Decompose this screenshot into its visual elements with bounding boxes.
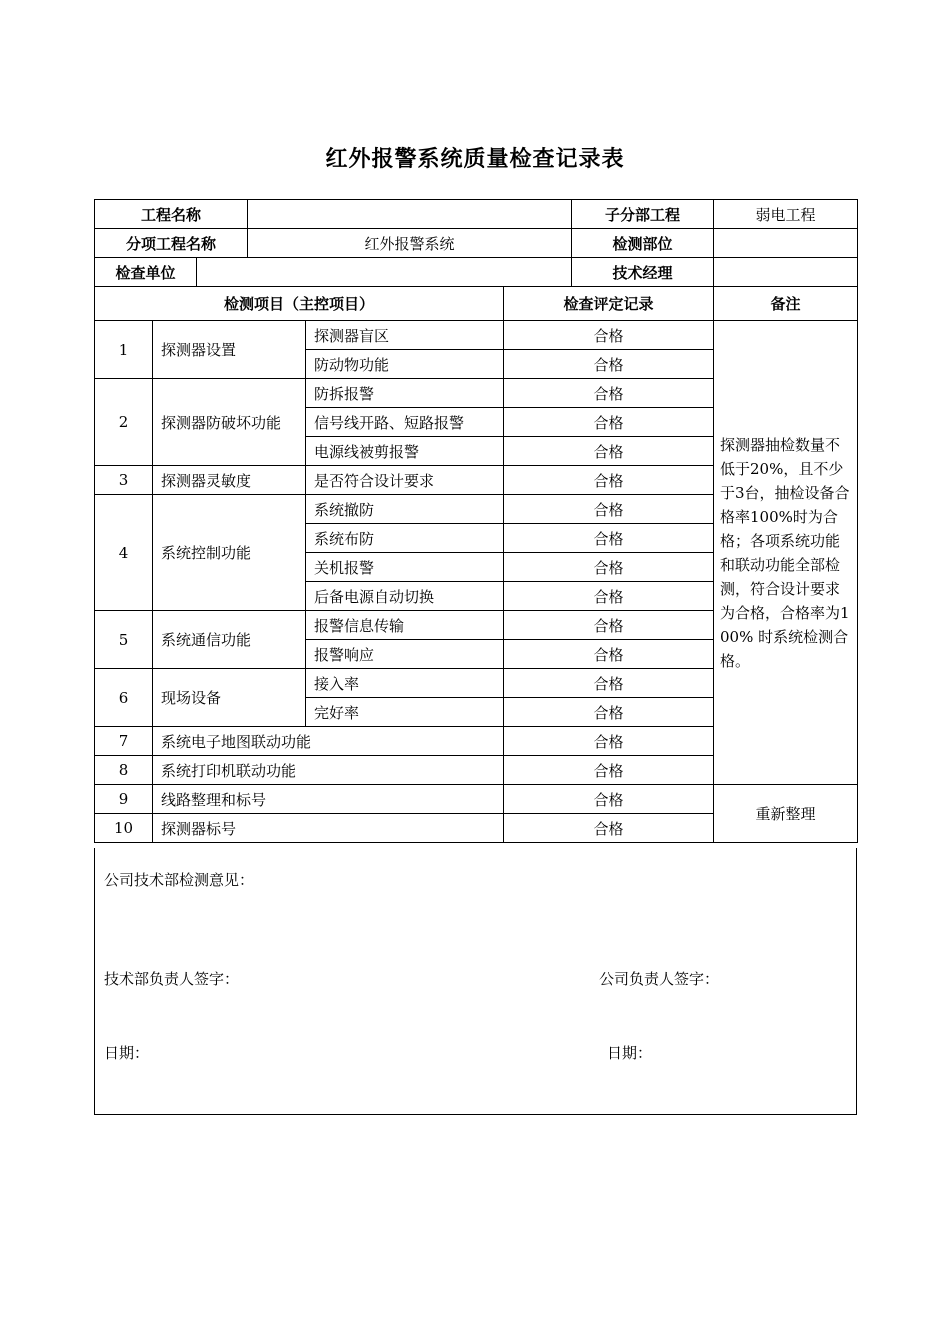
row-number: 9: [95, 785, 153, 814]
row-number: 4: [95, 495, 153, 611]
result-cell[interactable]: 合格: [504, 524, 714, 553]
sub-item-name: 防动物功能: [306, 350, 504, 379]
item-project-label: 分项工程名称: [95, 229, 248, 258]
result-cell[interactable]: 合格: [504, 379, 714, 408]
row-number: 5: [95, 611, 153, 669]
row-number: 6: [95, 669, 153, 727]
item-name: 系统电子地图联动功能: [153, 727, 504, 756]
item-name: 探测器灵敏度: [153, 466, 306, 495]
result-cell[interactable]: 合格: [504, 495, 714, 524]
note-reorg: 重新整理: [714, 785, 858, 843]
result-cell[interactable]: 合格: [504, 669, 714, 698]
sub-item-name: 信号线开路、短路报警: [306, 408, 504, 437]
project-name-field[interactable]: [248, 200, 572, 229]
header-table-row1: [94, 199, 858, 258]
result-cell[interactable]: 合格: [504, 698, 714, 727]
tech-manager-label: 技术经理: [572, 258, 714, 287]
item-name: 线路整理和标号: [153, 785, 504, 814]
inspect-unit-field[interactable]: [197, 258, 572, 287]
detect-part-label: 检测部位: [572, 229, 714, 258]
item-name: 系统控制功能: [153, 495, 306, 611]
inspect-unit-label: 检查单位: [95, 258, 197, 287]
result-cell[interactable]: 合格: [504, 408, 714, 437]
result-cell[interactable]: 合格: [504, 466, 714, 495]
sub-item-name: 关机报警: [306, 553, 504, 582]
row-number: 7: [95, 727, 153, 756]
result-cell[interactable]: 合格: [504, 640, 714, 669]
item-name: 系统打印机联动功能: [153, 756, 504, 785]
result-cell[interactable]: 合格: [504, 582, 714, 611]
row-number: 8: [95, 756, 153, 785]
table-row: [95, 785, 858, 814]
header-table-row3: [94, 257, 858, 287]
note-main: 探测器抽检数量不低于20%，且不少于3台，抽检设备合格率100%时为合格；各项系统功能和联动功能全部检测，符合设计要求为合格，合格率为100% 时系统检测合格。: [714, 321, 858, 785]
row-number: 2: [95, 379, 153, 466]
sub-project-field[interactable]: 弱电工程: [714, 200, 858, 229]
sub-item-name: 后备电源自动切换: [306, 582, 504, 611]
sub-item-name: 系统布防: [306, 524, 504, 553]
item-name: 探测器设置: [153, 321, 306, 379]
opinion-label: 公司技术部检测意见：: [104, 871, 255, 889]
result-cell[interactable]: 合格: [504, 553, 714, 582]
tech-sign-label: 技术部负责人签字：: [104, 970, 240, 988]
row-number: 3: [95, 466, 153, 495]
tech-manager-field[interactable]: [714, 258, 858, 287]
result-cell[interactable]: 合格: [504, 321, 714, 350]
sub-item-name: 是否符合设计要求: [306, 466, 504, 495]
row-number: 10: [95, 814, 153, 843]
page-title: 红外报警系统质量检查记录表: [325, 147, 625, 172]
sub-project-label: 子分部工程: [572, 200, 714, 229]
sub-item-name: 完好率: [306, 698, 504, 727]
footer-section: [94, 848, 857, 1115]
column-header-record: 检查评定记录: [504, 287, 714, 321]
column-header-note: 备注: [714, 287, 858, 321]
sub-item-name: 报警响应: [306, 640, 504, 669]
inspection-table: [94, 286, 858, 843]
item-name: 探测器标号: [153, 814, 504, 843]
item-name: 现场设备: [153, 669, 306, 727]
result-cell[interactable]: 合格: [504, 814, 714, 843]
result-cell[interactable]: 合格: [504, 350, 714, 379]
sub-item-name: 系统撤防: [306, 495, 504, 524]
result-cell[interactable]: 合格: [504, 727, 714, 756]
sub-item-name: 电源线被剪报警: [306, 437, 504, 466]
company-sign-label: 公司负责人签字：: [599, 970, 720, 988]
item-project-field[interactable]: 红外报警系统: [248, 229, 572, 258]
result-cell[interactable]: 合格: [504, 437, 714, 466]
sub-item-name: 接入率: [306, 669, 504, 698]
date-left-label: 日期：: [104, 1044, 150, 1062]
date-right-label: 日期：: [607, 1044, 653, 1062]
sub-item-name: 报警信息传输: [306, 611, 504, 640]
row-number: 1: [95, 321, 153, 379]
item-name: 探测器防破坏功能: [153, 379, 306, 466]
result-cell[interactable]: 合格: [504, 785, 714, 814]
sub-item-name: 探测器盲区: [306, 321, 504, 350]
result-cell[interactable]: 合格: [504, 611, 714, 640]
sub-item-name: 防拆报警: [306, 379, 504, 408]
item-name: 系统通信功能: [153, 611, 306, 669]
table-row: [95, 321, 858, 350]
column-header-item: 检测项目（主控项目）: [95, 287, 504, 321]
project-name-label: 工程名称: [95, 200, 248, 229]
result-cell[interactable]: 合格: [504, 756, 714, 785]
detect-part-field[interactable]: [714, 229, 858, 258]
